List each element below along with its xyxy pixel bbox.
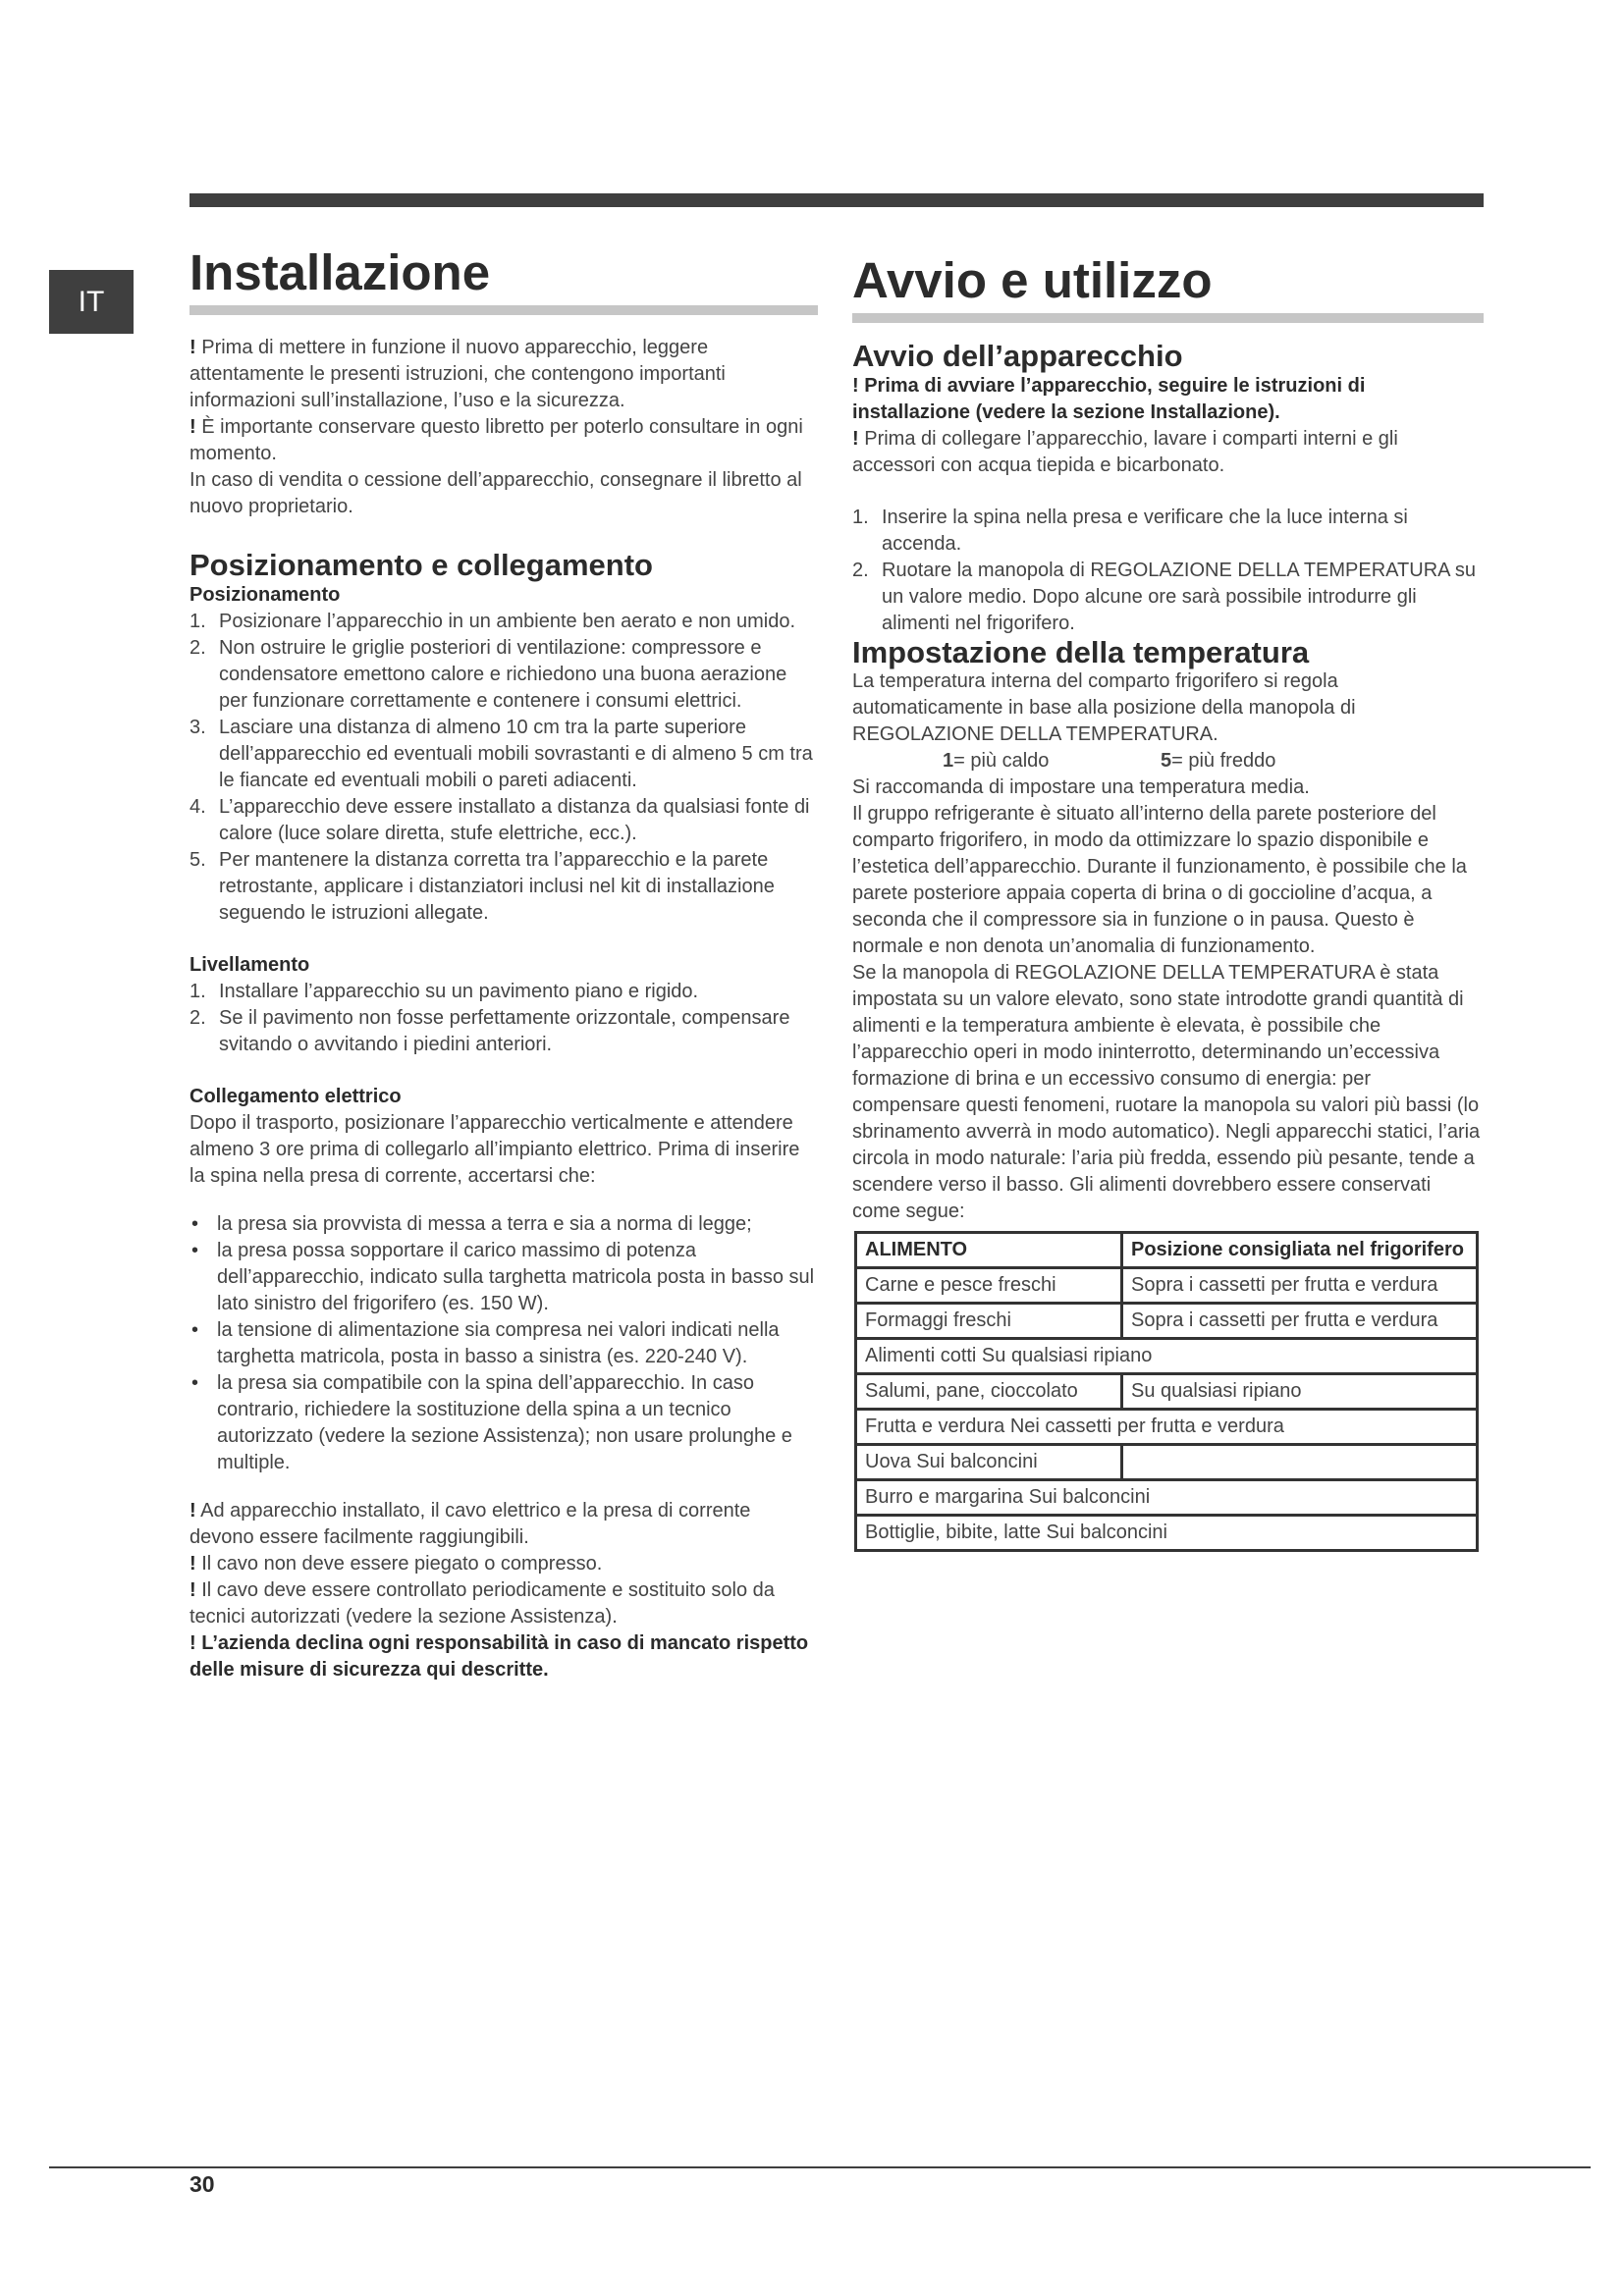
table-header-cell: Posizione consigliata nel frigorifero: [1122, 1233, 1478, 1268]
temperature-scale: [852, 748, 1484, 774]
warning-paragraph: ! Il cavo deve essere controllato periodicamente e sostituito solo da tecnici autorizzati (vedere la sezione Assistenza).: [189, 1578, 775, 1628]
list-item: • la presa sia compatibile con la spina dell’apparecchio. In caso contrario, richiedere la sostituzione della spina a un tecnico autorizzato (vedere la sezione Assistenza); non usare prolunghe e multiple.: [189, 1370, 818, 1476]
intro-paragraph: ! È importante conservare questo libretto per poterlo consultare in ogni momento.: [189, 416, 803, 464]
section-title-usage: Avvio e utilizzo: [852, 247, 1484, 323]
installation-column: [189, 244, 818, 1683]
table-cell-position: [1122, 1445, 1478, 1480]
section-title-installation: Installazione: [189, 247, 818, 315]
usage-column: [852, 247, 1484, 1552]
start-warning: ! Prima di avviare l’apparecchio, seguire le istruzioni di installazione (vedere la sezione Installazione).: [852, 374, 1366, 423]
start-paragraph: ! Prima di collegare l’apparecchio, lavare i comparti interni e gli accessori con acqua tiepida e bicarbonato.: [852, 427, 1398, 476]
leveling-title: Livellamento: [189, 953, 310, 976]
subsection-title-temperature: Impostazione della temperatura: [852, 634, 1310, 669]
list-item: 2. Ruotare la manopola di REGOLAZIONE DELLA TEMPERATURA su un valore medio. Dopo alcune ore sarà possibile introdurre gli alimenti nel frigorifero.: [852, 559, 1477, 634]
list-item: 2. Se il pavimento non fosse perfettamente orizzontale, compensare svitando o avvitando i piedini anteriori.: [189, 1006, 790, 1055]
table-row: [856, 1339, 1478, 1374]
table-header-cell: ALIMENTO: [856, 1233, 1122, 1268]
table-cell-position: Su qualsiasi ripiano: [1122, 1374, 1478, 1410]
list-item: 3. Lasciare una distanza di almeno 10 cm tra la parte superiore dell’apparecchio ed eventuali mobili sovrastanti e di almeno 5 cm tra le fiancate ed eventuali mobili o pareti adiacenti.: [189, 716, 813, 791]
scale-cold: 5= più freddo: [1161, 750, 1276, 773]
list-item: 1. Inserire la spina nella presa e verificare che la luce interna si accenda.: [852, 506, 1408, 555]
electrical-checklist: [189, 1211, 818, 1476]
table-row: [856, 1304, 1478, 1339]
table-cell-food: Formaggi freschi: [856, 1304, 1122, 1339]
temperature-paragraph: Se la manopola di REGOLAZIONE DELLA TEMPERATURA è stata impostata su un valore elevato, sono state introdotte grandi quantità di alimenti e la temperatura ambiente è elevata, è possibile che l’apparecchio operi in modo ininterrotto, determinando un’eccessiva formazione di brina e un eccessivo consumo di energia: per compensare questi fenomeni, ruotare la manopola su valori più bassi (lo sbrinamento avverrà in modo automatico). Negli apparecchi statici, l’aria circola in modo naturale: l’aria più fredda, essendo più pesante, tende a scendere verso il basso. Gli alimenti dovrebbero essere conservati come segue:: [852, 962, 1481, 1223]
list-item: 2. Non ostruire le griglie posteriori di ventilazione: compressore e condensatore emettono calore e richiedono una buona aerazione per funzionare correttamente e contenere i consumi elettrici.: [189, 636, 787, 712]
scale-warm: 1= più caldo: [943, 750, 1050, 773]
list-item: 1. Installare l’apparecchio su un pavimento piano e rigido.: [189, 980, 699, 1002]
list-item: • la tensione di alimentazione sia compresa nei valori indicati nella targhetta matricola, posta in basso a sinistra (es. 220-240 V).: [189, 1317, 818, 1370]
leveling-list: [189, 979, 818, 1058]
intro-paragraph: ! Prima di mettere in funzione il nuovo apparecchio, leggere attentamente le presenti istruzioni, che contengono importanti informazioni sull’installazione, l’uso e la sicurezza.: [189, 337, 726, 411]
electrical-title: Collegamento elettrico: [189, 1085, 402, 1107]
temperature-paragraph: La temperatura interna del comparto frigorifero si regola automaticamente in base alla posizione della manopola di REGOLAZIONE DELLA TEMPERATURA.: [852, 670, 1356, 746]
top-rule: [189, 193, 1484, 207]
list-item: • la presa possa sopportare il carico massimo di potenza dell’apparecchio, indicato sulla targhetta matricola posta in basso sul lato sinistro del frigorifero (es. 150 W).: [189, 1238, 818, 1317]
table-row: [856, 1374, 1478, 1410]
page-number: 30: [189, 2171, 215, 2197]
subsection-title-positioning: Posizionamento e collegamento: [189, 548, 653, 582]
table-row: [856, 1410, 1478, 1445]
subsection-title-start: Avvio dell’apparecchio: [852, 339, 1183, 373]
positioning-list: [189, 609, 818, 927]
list-item: 5. Per mantenere la distanza corretta tra l’apparecchio e la parete retrostante, applicare i distanziatori inclusi nel kit di installazione seguendo le istruzioni allegate.: [189, 848, 775, 924]
table-cell-food: Carne e pesce freschi: [856, 1268, 1122, 1304]
electrical-paragraph: Dopo il trasporto, posizionare l’apparecchio verticalmente e attendere almeno 3 ore prima di collegarlo all’impianto elettrico. Prima di inserire la spina nella presa di corrente, accertarsi che:: [189, 1111, 800, 1187]
language-tab: IT: [49, 270, 134, 334]
table-cell-food: Burro e margarina Sui balconcini: [856, 1480, 1478, 1516]
table-cell-food: Frutta e verdura Nei cassetti per frutta e verdura: [856, 1410, 1478, 1445]
table-row: [856, 1268, 1478, 1304]
table-row: [856, 1516, 1478, 1551]
intro-block: [189, 335, 818, 520]
warning-paragraph: ! Il cavo non deve essere piegato o compresso.: [189, 1552, 603, 1575]
table-row: [856, 1480, 1478, 1516]
table-cell-food: Alimenti cotti Su qualsiasi ripiano: [856, 1339, 1478, 1374]
table-cell-food: Bottiglie, bibite, latte Sui balconcini: [856, 1516, 1478, 1551]
food-storage-table: [854, 1231, 1479, 1552]
intro-paragraph: In caso di vendita o cessione dell’apparecchio, consegnare il libretto al nuovo proprietario.: [189, 469, 802, 517]
footer-rule: [49, 2166, 1591, 2168]
table-cell-food: Salumi, pane, cioccolato: [856, 1374, 1122, 1410]
warning-paragraph: ! Ad apparecchio installato, il cavo elettrico e la presa di corrente devono essere facilmente raggiungibili.: [189, 1499, 751, 1548]
warnings-block: [189, 1498, 818, 1683]
temperature-paragraph: Si raccomanda di impostare una temperatura media.: [852, 776, 1310, 799]
temperature-paragraph: Il gruppo refrigerante è situato all’interno della parete posteriore del comparto frigorifero, in modo da ottimizzare lo spazio disponibile e l’estetica dell’apparecchio. Durante il funzionamento, è possibile che la parete posteriore appaia coperta di brina o di goccioline d’acqua, a seconda che il compressore sia in funzione o in pausa. Questo è normale e non denota un’anomalia di funzionamento.: [852, 803, 1467, 958]
table-cell-food: Uova Sui balconcini: [856, 1445, 1122, 1480]
positioning-subtitle: Posizionamento: [189, 583, 341, 606]
table-cell-position: Sopra i cassetti per frutta e verdura: [1122, 1304, 1478, 1339]
disclaimer-paragraph: ! L’azienda declina ogni responsabilità in caso di mancato rispetto delle misure di sicurezza qui descritte.: [189, 1631, 809, 1681]
table-header-row: [856, 1233, 1478, 1268]
start-list: [852, 505, 1484, 637]
list-item: • la presa sia provvista di messa a terra e sia a norma di legge;: [189, 1211, 818, 1238]
list-item: 4. L’apparecchio deve essere installato a distanza da qualsiasi fonte di calore (luce solare diretta, stufe elettriche, ecc.).: [189, 795, 810, 844]
list-item: 1. Posizionare l’apparecchio in un ambiente ben aerato e non umido.: [189, 610, 796, 632]
table-row: [856, 1445, 1478, 1480]
table-cell-position: Sopra i cassetti per frutta e verdura: [1122, 1268, 1478, 1304]
